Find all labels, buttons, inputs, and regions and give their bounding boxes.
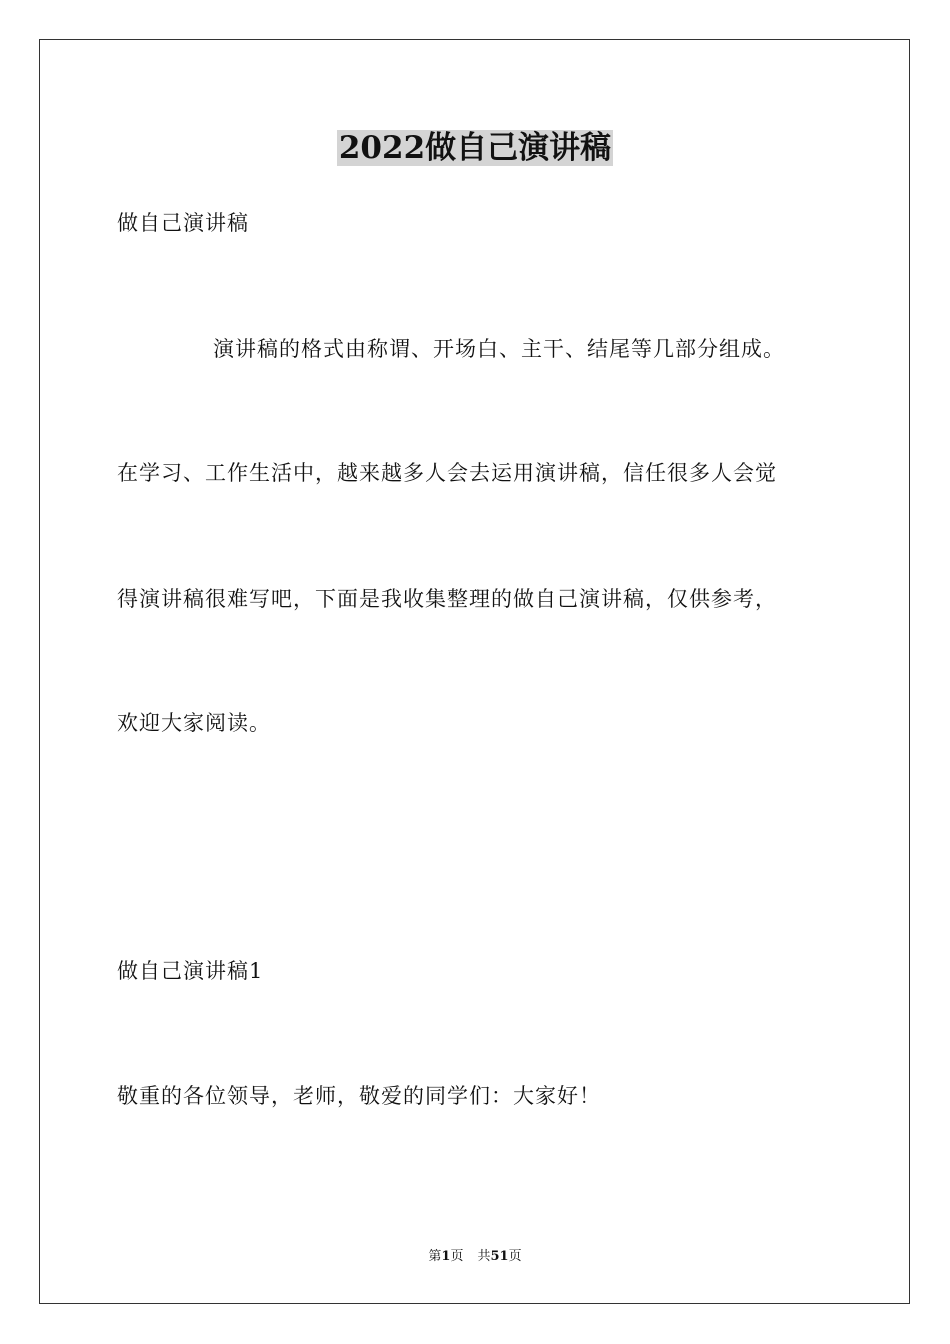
page-footer	[0, 1248, 950, 1266]
document-title	[0, 128, 950, 168]
paragraph-line: 欢迎大家阅读。	[117, 711, 271, 735]
document-title-text: 2022做自己演讲稿	[338, 130, 612, 166]
paragraph-line: 敬重的各位领导，老师，敬爱的同学们：大家好！	[117, 1084, 601, 1108]
paragraph-line: 在学习、工作生活中，越来越多人会去运用演讲稿，信任很多人会觉	[117, 461, 777, 485]
section-heading: 做自己演讲稿1	[117, 959, 264, 983]
paragraph-line: 得演讲稿很难写吧，下面是我收集整理的做自己演讲稿，仅供参考，	[117, 587, 777, 611]
subtitle-line: 做自己演讲稿	[117, 211, 249, 235]
footer-total-suffix: 页	[508, 1249, 522, 1264]
paragraph-line: 演讲稿的格式由称谓、开场白、主干、结尾等几部分组成。	[213, 337, 785, 361]
footer-page-suffix: 页	[450, 1249, 464, 1264]
footer-total-prefix: 共	[477, 1249, 491, 1264]
footer-total-pages: 51	[490, 1249, 509, 1264]
footer-page-prefix: 第	[428, 1249, 442, 1264]
footer-page-number: 1	[441, 1249, 451, 1264]
